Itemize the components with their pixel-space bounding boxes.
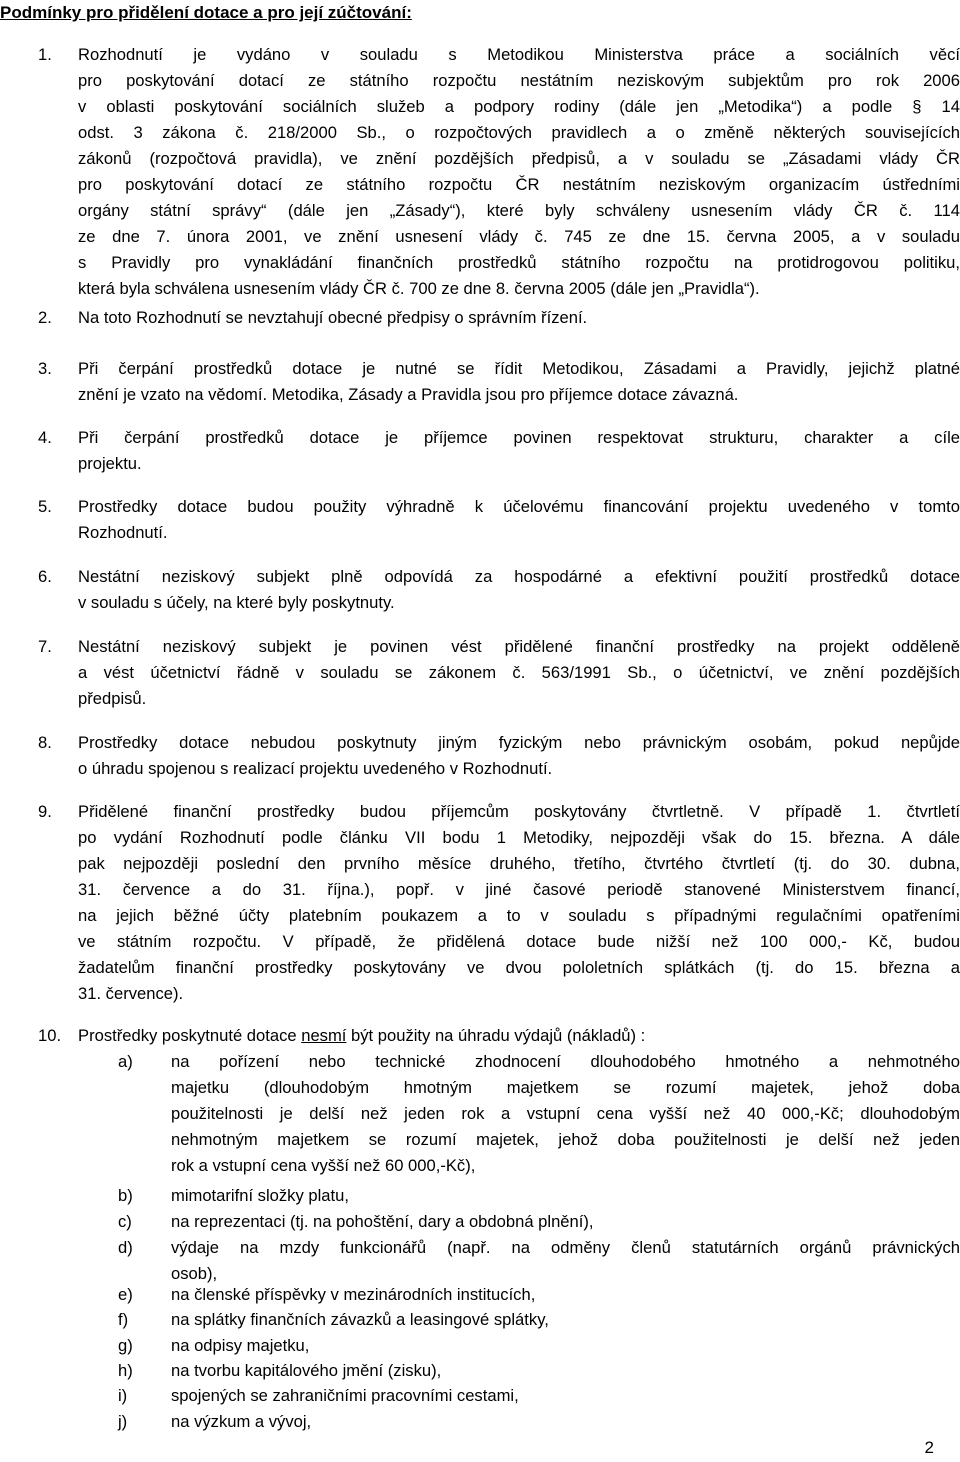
sub-item-letter: d) bbox=[118, 1238, 133, 1257]
text-line: Prostředky dotace nebudou poskytnuty jiným fyzickým nebo právnickým osobám, pokud nepůjde bbox=[78, 733, 960, 752]
page-title: Podmínky pro přidělení dotace a pro její zúčtování: bbox=[0, 3, 412, 22]
text-line: a vést účetnictví řádně v souladu se zákonem č. 563/1991 Sb., o účetnictví, ve znění pozdějších bbox=[78, 663, 960, 682]
sub-item-text bbox=[171, 1235, 960, 1287]
sub-item-text bbox=[171, 1183, 960, 1209]
item-number: 4. bbox=[38, 428, 52, 447]
text-line: Při čerpání prostředků dotace je nutné se řídit Metodikou, Zásadami a Pravidly, jejichž platné bbox=[78, 359, 960, 378]
sub-item-letter: e) bbox=[118, 1285, 133, 1304]
text-line: na reprezentaci (tj. na pohoštění, dary a obdobná plnění), bbox=[171, 1212, 594, 1231]
item-number: 6. bbox=[38, 567, 52, 586]
text-line: Rozhodnutí je vydáno v souladu s Metodikou Ministerstva práce a sociálních věcí bbox=[78, 45, 960, 64]
text-line: pak nejpozději poslední den prvního měsíce druhého, třetího, čtvrtého čtvrtletí (tj. do 30. dubna, bbox=[78, 854, 960, 873]
text-line: o úhradu spojenou s realizací projektu uvedeného v Rozhodnutí. bbox=[78, 759, 553, 778]
sub-item-letter: j) bbox=[118, 1412, 128, 1431]
text-line: s Pravidly pro vynakládání finančních prostředků státního rozpočtu na protidrogovou politiku, bbox=[78, 253, 960, 272]
item-text-start: Prostředky poskytnuté dotace bbox=[78, 1026, 302, 1045]
text-line: která byla schválena usnesením vlády ČR č. 700 ze dne 8. června 2005 (dále jen „Pravidla“). bbox=[78, 279, 760, 298]
text-line: předpisů. bbox=[78, 689, 147, 708]
sub-item-text bbox=[171, 1307, 960, 1333]
page-number: 2 bbox=[924, 1438, 934, 1457]
text-line: po vydání Rozhodnutí podle článku VII bodu 1 Metodiky, nejpozději však do 15. března. A dále bbox=[78, 828, 960, 847]
item-text bbox=[78, 564, 960, 616]
item-number: 10. bbox=[38, 1026, 62, 1045]
text-line: spojených se zahraničními pracovními cestami, bbox=[171, 1386, 519, 1405]
sub-item-text bbox=[171, 1049, 960, 1179]
text-line: použitelnosti je delší než jeden rok a vstupní cena vyšší než 40 000,-Kč; dlouhodobým bbox=[171, 1104, 960, 1123]
text-line: na tvorbu kapitálového jmění (zisku), bbox=[171, 1361, 442, 1380]
text-line: pro poskytování dotací ze státního rozpočtu nestátním neziskovým subjektům pro rok 2006 bbox=[78, 71, 960, 90]
text-line: projektu. bbox=[78, 454, 142, 473]
text-line: mimotarifní složky platu, bbox=[171, 1186, 349, 1205]
text-line: na výzkum a vývoj, bbox=[171, 1412, 312, 1431]
text-line: v oblasti poskytování sociálních služeb a podpory rodiny (dále jen „Metodika“) a podle § 14 bbox=[78, 97, 960, 116]
item-text bbox=[78, 305, 960, 331]
text-line: výdaje na mzdy funkcionářů (např. na odměny členů statutárních orgánů právnických bbox=[171, 1238, 960, 1257]
text-line: Prostředky dotace budou použity výhradně k účelovému financování projektu uvedeného v tomto bbox=[78, 497, 960, 516]
item-text bbox=[78, 634, 960, 712]
sub-item-text bbox=[171, 1383, 960, 1409]
sub-item-letter: f) bbox=[118, 1310, 129, 1329]
sub-item-text bbox=[171, 1409, 960, 1435]
sub-item-letter: h) bbox=[118, 1361, 133, 1380]
item-text bbox=[78, 494, 960, 546]
text-line: v souladu s účely, na které byly poskytnuty. bbox=[78, 593, 395, 612]
item-text-end: být použity na úhradu výdajů (nákladů) : bbox=[346, 1026, 646, 1045]
item-text bbox=[78, 1023, 960, 1049]
text-line: pro poskytování dotací ze státního rozpočtu ČR nestátním neziskovým organizacím ústředními bbox=[78, 175, 960, 194]
item-number: 7. bbox=[38, 637, 52, 656]
sub-item-text bbox=[171, 1209, 960, 1235]
text-line: majetku (dlouhodobým hmotným majetkem se rozumí majetek, jehož doba bbox=[171, 1078, 960, 1097]
text-line: 31. července). bbox=[78, 984, 184, 1003]
text-line: rok a vstupní cena vyšší než 60 000,-Kč), bbox=[171, 1156, 476, 1175]
text-line: odst. 3 zákona č. 218/2000 Sb., o rozpočtových pravidlech a o změně některých souvisejících bbox=[78, 123, 960, 142]
text-line: zákonů (rozpočtová pravidla), ve znění pozdějších předpisů, a v souladu se „Zásadami vlády ČR bbox=[78, 149, 960, 168]
sub-item-text bbox=[171, 1333, 960, 1359]
text-line: na pořízení nebo technické zhodnocení dlouhodobého hmotného a nehmotného bbox=[171, 1052, 960, 1071]
item-text bbox=[78, 730, 960, 782]
text-line: Nestátní neziskový subjekt je povinen vést přidělené finanční prostředky na projekt odděleně bbox=[78, 637, 960, 656]
text-line: znění je vzato na vědomí. Metodika, Zásady a Pravidla jsou pro příjemce dotace závazná. bbox=[78, 385, 739, 404]
text-line: ve státním rozpočtu. V případě, že přidělená dotace bude nižší než 100 000,- Kč, budou bbox=[78, 932, 960, 951]
text-line: na splátky finančních závazků a leasingové splátky, bbox=[171, 1310, 549, 1329]
item-number: 3. bbox=[38, 359, 52, 378]
text-line: ze dne 7. února 2001, ve znění usnesení vlády č. 745 ze dne 15. června 2005, a v souladu bbox=[78, 227, 960, 246]
text-line: na odpisy majetku, bbox=[171, 1336, 310, 1355]
item-number: 9. bbox=[38, 802, 52, 821]
text-line: Na toto Rozhodnutí se nevztahují obecné předpisy o správním řízení. bbox=[78, 308, 588, 327]
text-line: nehmotným majetkem se rozumí majetek, jehož doba použitelnosti je delší než jeden bbox=[171, 1130, 960, 1149]
item-text bbox=[78, 356, 960, 408]
item-text bbox=[78, 42, 960, 302]
item-text bbox=[78, 425, 960, 477]
item-number: 5. bbox=[38, 497, 52, 516]
sub-item-letter: g) bbox=[118, 1336, 133, 1355]
text-line: Přidělené finanční prostředky budou příjemcům poskytovány čtvrtletně. V případě 1. čtvrtletí bbox=[78, 802, 960, 821]
sub-item-text bbox=[171, 1282, 960, 1308]
item-number: 2. bbox=[38, 308, 52, 327]
text-line: Při čerpání prostředků dotace je příjemce povinen respektovat strukturu, charakter a cíle bbox=[78, 428, 960, 447]
sub-item-letter: b) bbox=[118, 1186, 133, 1205]
text-line: 31. července a do 31. října.), popř. v jiné časové periodě stanovené Ministerstvem financí, bbox=[78, 880, 960, 899]
text-line: žadatelům finanční prostředky poskytovány ve dvou pololetních splátkách (tj. do 15. března a bbox=[78, 958, 960, 977]
text-line: na členské příspěvky v mezinárodních institucích, bbox=[171, 1285, 536, 1304]
sub-item-letter: a) bbox=[118, 1052, 133, 1071]
text-line: osob), bbox=[171, 1264, 218, 1283]
item-number: 8. bbox=[38, 733, 52, 752]
text-line: Nestátní neziskový subjekt plně odpovídá za hospodárné a efektivní použití prostředků dotace bbox=[78, 567, 960, 586]
item-number: 1. bbox=[38, 45, 52, 64]
text-line: orgány státní správy“ (dále jen „Zásady“), které byly schváleny usnesením vlády ČR č. 114 bbox=[78, 201, 960, 220]
text-line: na jejich běžné účty platebním poukazem a to v souladu s případnými regulačními opatřeními bbox=[78, 906, 960, 925]
sub-item-text bbox=[171, 1358, 960, 1384]
item-text bbox=[78, 799, 960, 1007]
text-line: Rozhodnutí. bbox=[78, 523, 168, 542]
sub-item-letter: i) bbox=[118, 1386, 128, 1405]
sub-item-letter: c) bbox=[118, 1212, 132, 1231]
underlined-emphasis: nesmí bbox=[301, 1026, 347, 1045]
